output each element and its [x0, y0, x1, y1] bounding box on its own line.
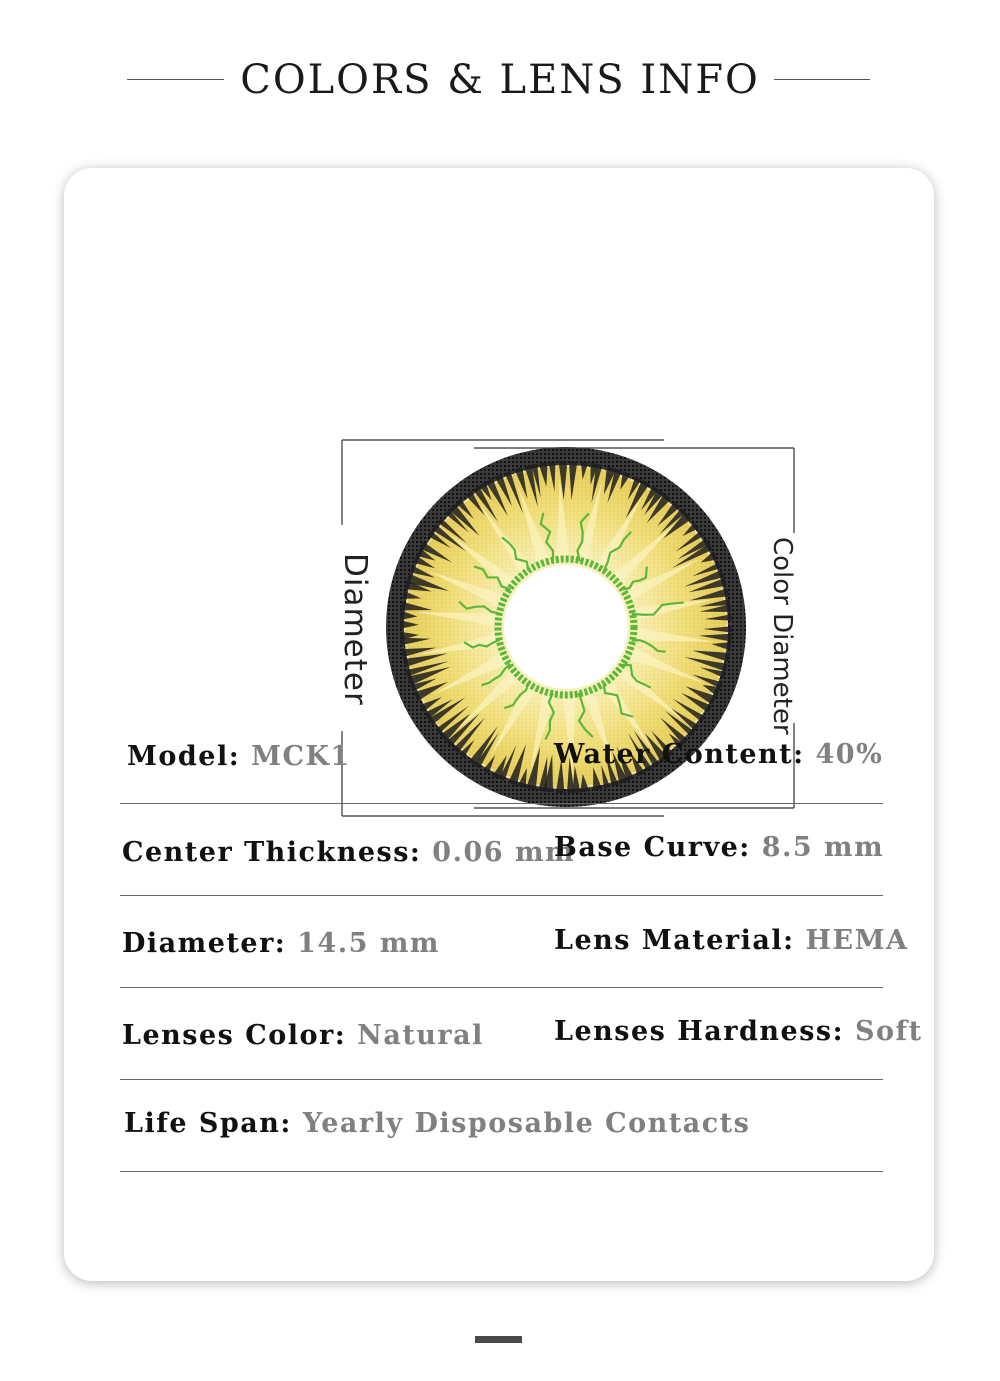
spec-value: HEMA [805, 925, 909, 956]
spec-row [120, 1080, 883, 1172]
spec-label: Life Span: [124, 1108, 292, 1139]
spec-diameter [122, 927, 440, 961]
spec-row [120, 804, 883, 896]
spec-value: Soft [854, 1016, 923, 1047]
lens-info-card [64, 168, 934, 1281]
spec-row [120, 988, 923, 1080]
spec-label: Center Thickness: [122, 837, 422, 868]
spec-label: Model: [127, 741, 241, 772]
section-header [0, 52, 1000, 108]
spec-value: Natural [357, 1020, 484, 1051]
spec-row [120, 710, 883, 804]
spec-value: 0.06 mm [432, 837, 576, 868]
spec-label: Lenses Color: [122, 1020, 347, 1051]
spec-base-curve [554, 831, 884, 865]
color-diameter-label: Color Diameter [767, 537, 797, 735]
spec-value: 8.5 mm [761, 832, 885, 863]
bottom-indicator [475, 1336, 522, 1343]
spec-label: Lenses Hardness: [554, 1016, 845, 1047]
spec-label: Water Content: [554, 739, 805, 770]
spec-table [120, 710, 923, 1172]
header-divider-right [774, 79, 870, 80]
diameter-label: Diameter [337, 553, 373, 706]
spec-label: Lens Material: [554, 925, 795, 956]
spec-model [127, 740, 351, 774]
spec-label: Diameter: [122, 928, 287, 959]
spec-value: Yearly Disposable Contacts [302, 1108, 751, 1139]
spec-center-thickness [122, 836, 575, 870]
spec-lenses-hardness [554, 1015, 923, 1049]
spec-value: 40% [815, 739, 884, 770]
spec-row [120, 896, 909, 988]
spec-label: Base Curve: [554, 832, 751, 863]
spec-value: 14.5 mm [297, 928, 440, 959]
page-title: COLORS & LENS INFO [240, 57, 760, 103]
spec-value: MCK1 [251, 741, 351, 772]
spec-life-span [124, 1107, 750, 1141]
spec-lens-material [554, 924, 908, 958]
spec-lenses-color [122, 1019, 484, 1053]
spec-water-content [554, 738, 883, 772]
